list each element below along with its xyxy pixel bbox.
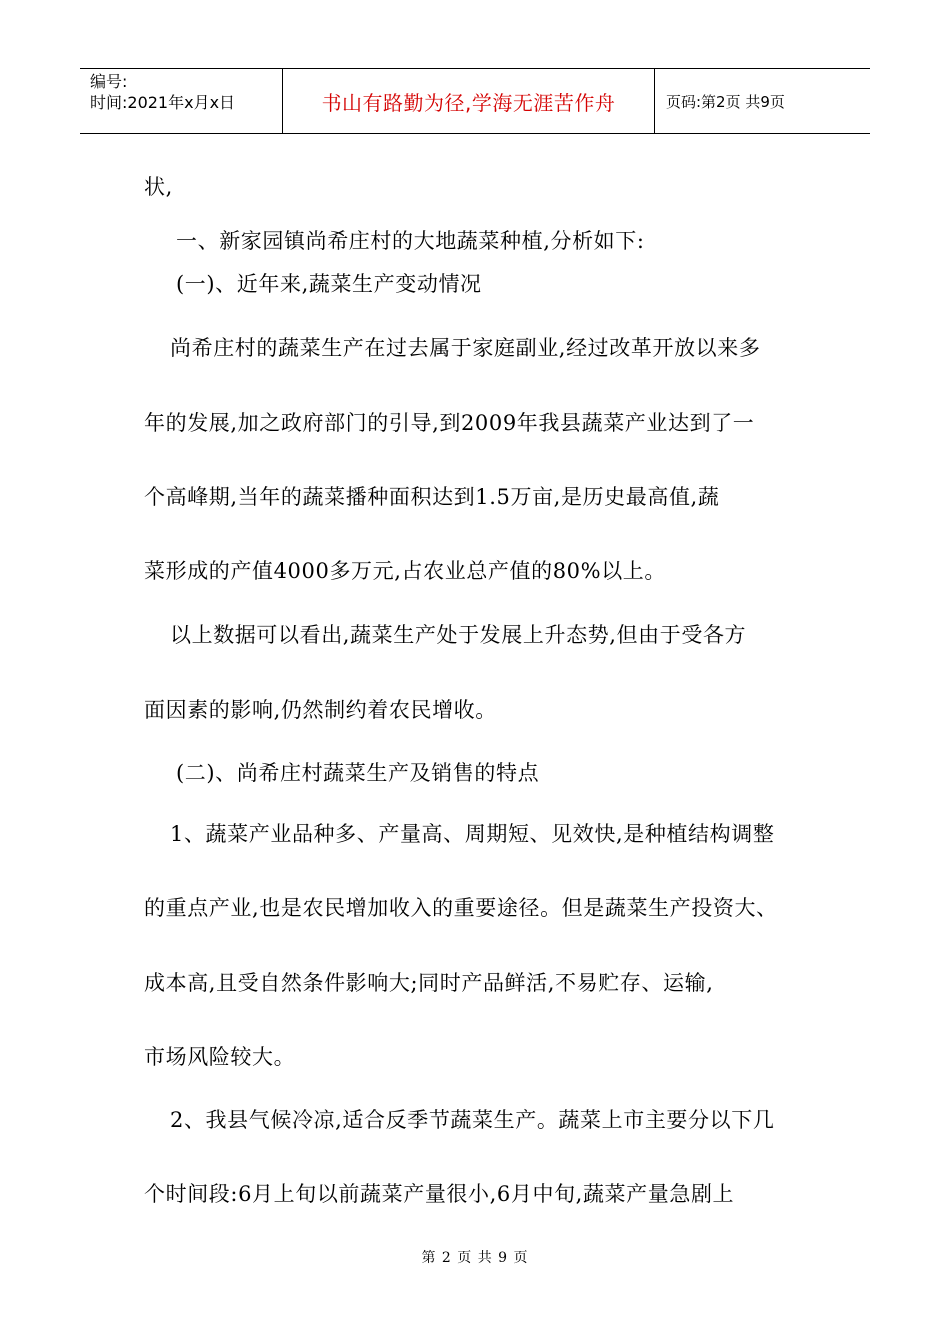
document-time-label: 时间:2021年x月x日 <box>90 93 236 112</box>
subsection-heading: (二)、尚希庄村蔬菜生产及销售的特点 <box>176 761 540 785</box>
page-header <box>80 68 870 134</box>
page-footer: 第 2 页 共 9 页 <box>421 1250 529 1266</box>
body-line: 2、我县气候冷凉,适合反季节蔬菜生产。蔬菜上市主要分以下几 <box>170 1108 775 1132</box>
body-line: 个高峰期,当年的蔬菜播种面积达到1.5万亩,是历史最高值,蔬 <box>144 485 720 509</box>
header-page-info: 页码:第2页 共9页 <box>666 92 785 111</box>
body-line: 状, <box>144 175 173 199</box>
body-line: 以上数据可以看出,蔬菜生产处于发展上升态势,但由于受各方 <box>170 623 747 647</box>
body-line: 1、蔬菜产业品种多、产量高、周期短、见效快,是种植结构调整 <box>170 822 775 846</box>
body-line: 菜形成的产值4000多万元,占农业总产值的80%以上。 <box>144 559 666 583</box>
header-meta-cell <box>80 69 282 133</box>
body-line: 尚希庄村的蔬菜生产在过去属于家庭副业,经过改革开放以来多 <box>170 336 761 360</box>
document-number-label: 编号: <box>90 72 128 91</box>
body-line: 面因素的影响,仍然制约着农民增收。 <box>144 698 497 722</box>
body-line: 成本高,且受自然条件影响大;同时产品鲜活,不易贮存、运输, <box>144 971 714 995</box>
body-line: 年的发展,加之政府部门的引导,到2009年我县蔬菜产业达到了一 <box>144 411 755 435</box>
body-line: 的重点产业,也是农民增加收入的重要途径。但是蔬菜生产投资大、 <box>144 896 778 920</box>
body-line: 市场风险较大。 <box>144 1045 296 1069</box>
subsection-heading: (一)、近年来,蔬菜生产变动情况 <box>176 272 482 296</box>
body-line: 个时间段:6月上旬以前蔬菜产量很小,6月中旬,蔬菜产量急剧上 <box>144 1182 735 1206</box>
header-motto: 书山有路勤为径,学海无涯苦作舟 <box>282 69 655 133</box>
section-heading: 一、新家园镇尚希庄村的大地蔬菜种植,分析如下: <box>176 229 645 253</box>
